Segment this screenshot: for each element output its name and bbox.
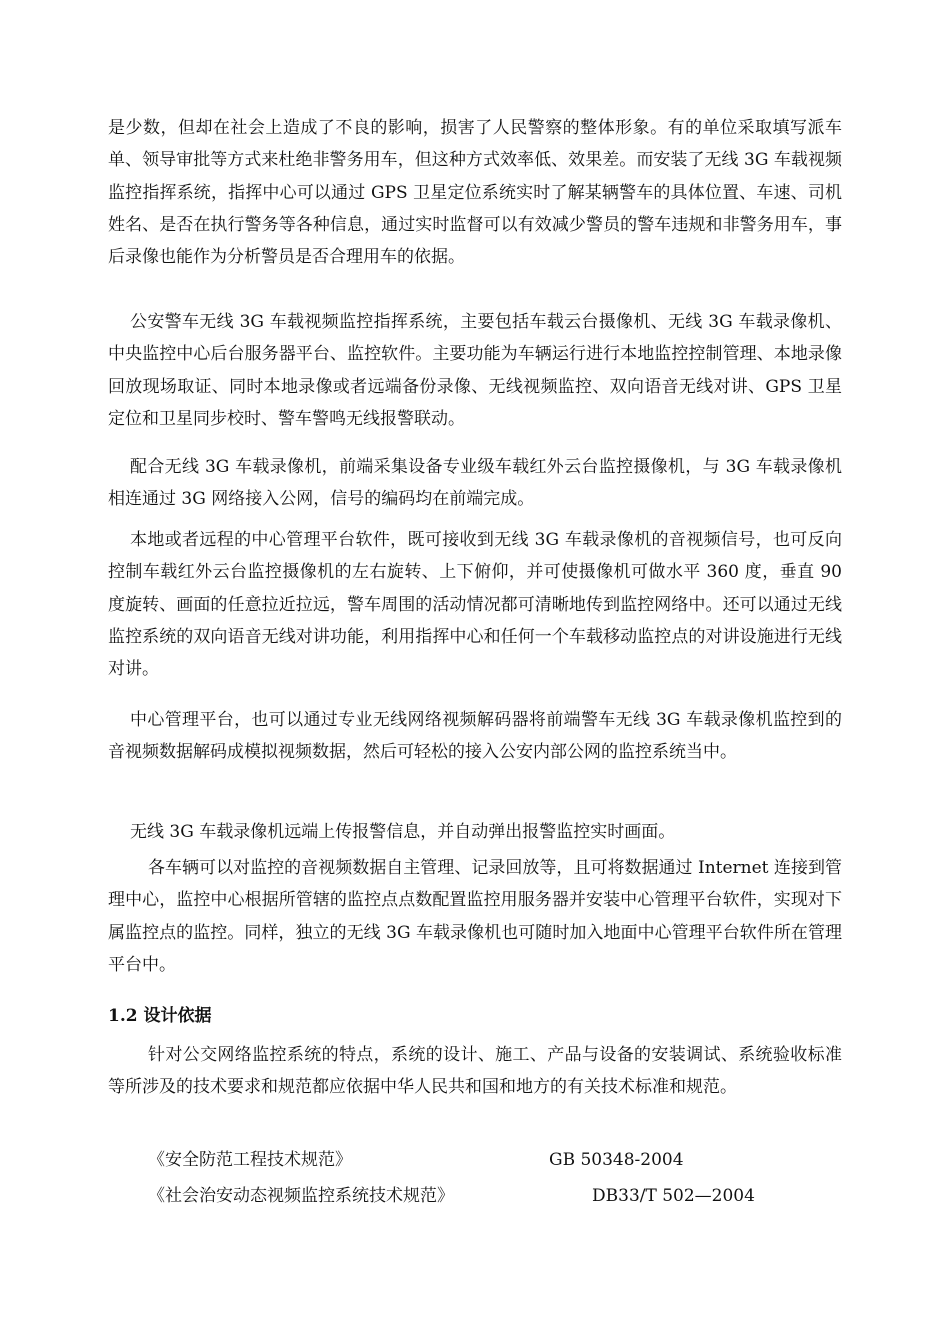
paragraph-6: 无线 3G 车载录像机远端上传报警信息，并自动弹出报警监控实时画面。 (130, 822, 676, 842)
standard-code: GB 50348-2004 (549, 1150, 684, 1170)
paragraph-3: 配合无线 3G 车载录像机，前端采集设备专业级车载红外云台监控摄像机，与 3G 车载录像机相连通过 3G 网络接入公网，信号的编码均在前端完成。 (108, 457, 842, 510)
section-intro: 针对公交网络监控系统的特点，系统的设计、施工、产品与设备的安装调试、系统验收标准等所涉及的技术要求和规范都应依据中华人民共和国和地方的有关技术标准和规范。 (108, 1045, 842, 1098)
standard-name: 《安全防范工程技术规范》 (148, 1150, 352, 1170)
paragraph-7: 各车辆可以对监控的音视频数据自主管理、记录回放等，且可将数据通过 Internet 连接到管理中心，监控中心根据所管辖的监控点点数配置监控用服务器并安装中心管理平台软件，实现对下属监控点的监控。同样，独立的无线 3G 车载录像机也可随时加入地面中心管理平台软件所在管理平台中。 (108, 858, 842, 975)
paragraph-5: 中心管理平台，也可以通过专业无线网络视频解码器将前端警车无线 3G 车载录像机监控到的音视频数据解码成模拟视频数据，然后可轻松的接入公安内部公网的监控系统当中。 (108, 710, 842, 763)
paragraph-1: 是少数，但却在社会上造成了不良的影响，损害了人民警察的整体形象。有的单位采取填写派车单、领导审批等方式来杜绝非警务用车，但这种方式效率低、效果差。而安装了无线 3G 车载视频监控指挥系统，指挥中心可以通过 GPS 卫星定位系统实时了解某辆警车的具体位置、车速、司机姓名、是否在执行警务等各种信息，通过实时监督可以有效减少警员的警车违规和非警务用车，事后录像也能作为分析警员是否合理用车的依据。 (108, 118, 842, 268)
section-heading: 1.2 设计依据 (108, 1006, 212, 1026)
paragraph-2: 公安警车无线 3G 车载视频监控指挥系统，主要包括车载云台摄像机、无线 3G 车载录像机、中央监控中心后台服务器平台、监控软件。主要功能为车辆运行进行本地监控控制管理、本地录像回放现场取证、同时本地录像或者远端备份录像、无线视频监控、双向语音无线对讲、GPS 卫星定位和卫星同步校时、警车警鸣无线报警联动。 (108, 312, 842, 429)
paragraph-4: 本地或者远程的中心管理平台软件，既可接收到无线 3G 车载录像机的音视频信号，也可反向控制车载红外云台监控摄像机的左右旋转、上下俯仰，并可使摄像机可做水平 360 度，垂直 90 度旋转、画面的任意拉近拉远，警车周围的活动情况都可清晰地传到监控网络中。还可以通过无线监控系统的双向语音无线对讲功能，利用指挥中心和任何一个车载移动监控点的对讲设施进行无线对讲。 (108, 530, 842, 680)
standard-code: DB33/T 502—2004 (592, 1186, 755, 1206)
standard-name: 《社会治安动态视频监控系统技术规范》 (148, 1186, 454, 1206)
